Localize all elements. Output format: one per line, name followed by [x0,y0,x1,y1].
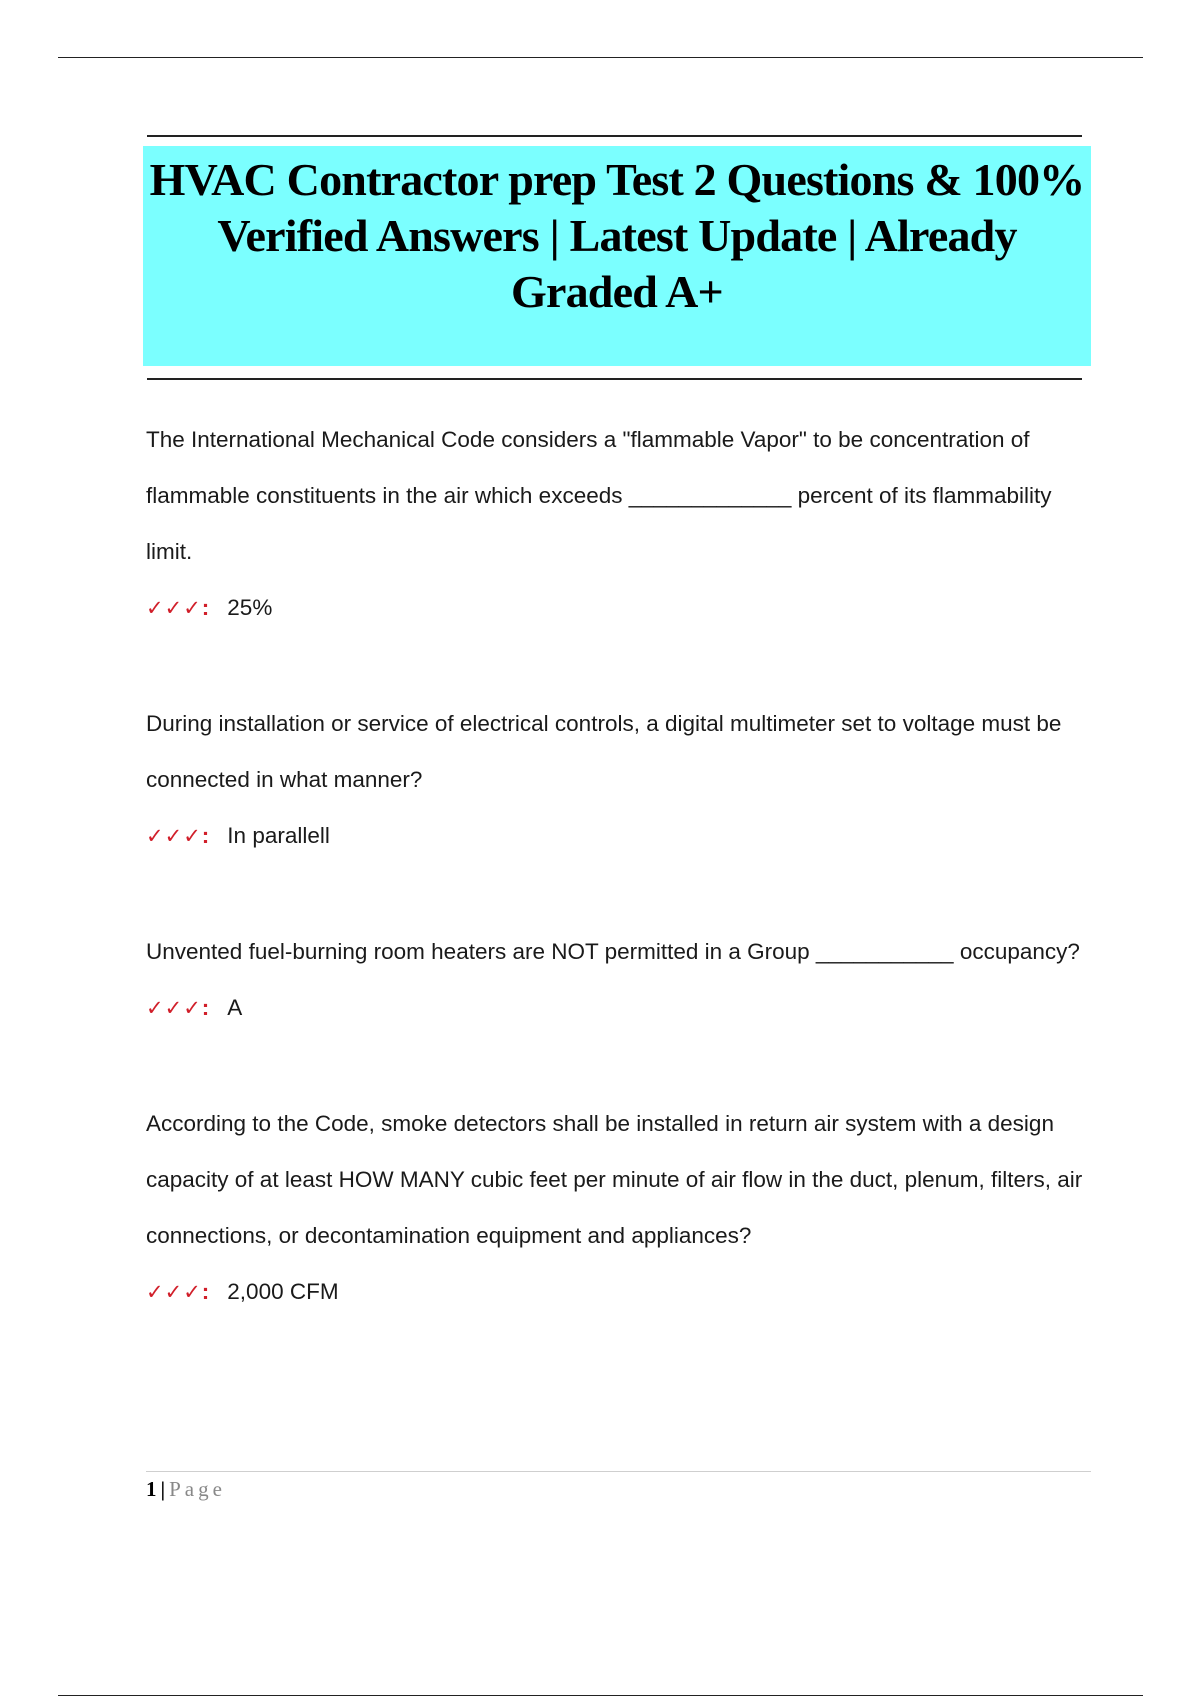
answer-text: 2,000 CFM [227,1279,339,1304]
qa-item [146,924,1086,1036]
question-text: According to the Code, smoke detectors shall be installed in return air system with a design capacity of at least HOW MANY cubic feet per minute of air flow in the duct, plenum, filters, air connections, or decontamination equipment and appliances? [146,1111,1083,1248]
answer-text: 25% [227,595,273,620]
footer-rule [146,1471,1091,1472]
answer-colon: : [201,823,210,848]
question-text: Unvented fuel-burning room heaters are NOT permitted in a Group ___________ occupancy? [146,939,1080,964]
question-text: The International Mechanical Code considers a "flammable Vapor" to be concentration of flammable constituents in the air which exceeds _____________ percent of its flammability limit. [146,427,1052,564]
question-text: During installation or service of electrical controls, a digital multimeter set to voltage must be connected in what manner? [146,711,1062,792]
qa-item [146,412,1086,636]
page-bottom-rule [58,1695,1143,1696]
check-marks-icon: ✓✓✓ [146,824,202,848]
title-banner [143,146,1091,366]
answer-row [146,980,1086,1036]
page-footer [146,1474,226,1504]
check-marks-icon: ✓✓✓ [146,596,202,620]
answer-colon: : [201,595,210,620]
answer-colon: : [201,1279,210,1304]
title-bottom-rule [147,378,1082,380]
page-number: 1 [146,1477,157,1501]
page-separator: | [160,1477,166,1501]
page-top-rule [58,57,1143,58]
answer-row [146,808,1086,864]
check-marks-icon: ✓✓✓ [146,1280,202,1304]
qa-list [146,412,1086,1320]
qa-item [146,696,1086,864]
answer-row [146,580,1086,636]
title-top-rule [147,135,1082,137]
answer-text: A [227,995,243,1020]
check-marks-icon: ✓✓✓ [146,996,202,1020]
page-label: Page [169,1477,226,1501]
answer-row [146,1264,1086,1320]
answer-colon: : [201,995,210,1020]
qa-item [146,1096,1086,1320]
answer-text: In parallell [227,823,330,848]
document-title: HVAC Contractor prep Test 2 Questions & 100% Verified Answers | Latest Update | Already Graded A+ [149,154,1085,317]
